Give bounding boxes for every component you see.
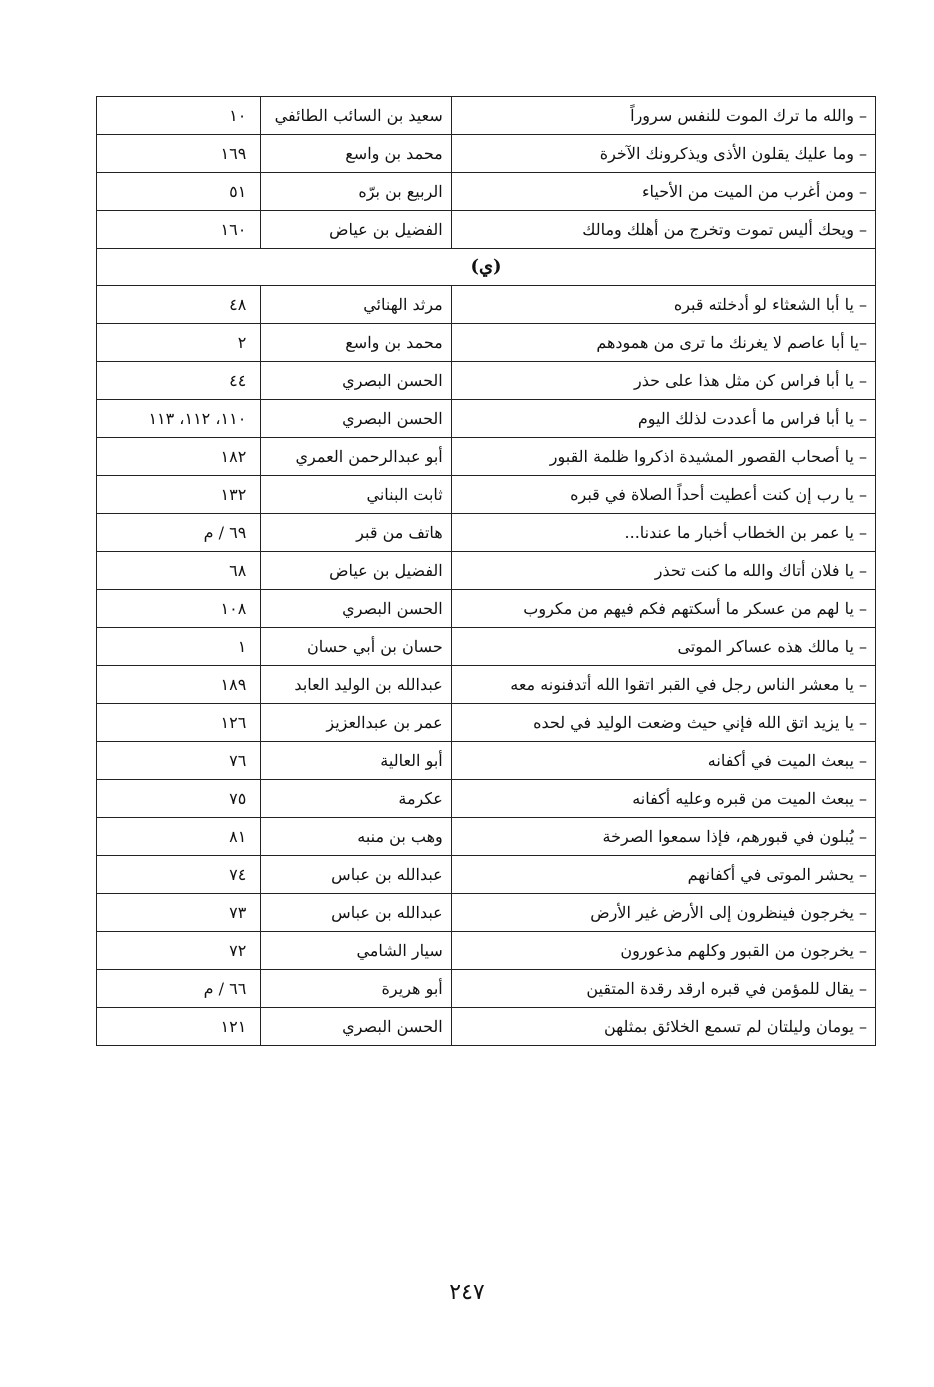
author-cell: محمد بن واسع: [261, 324, 451, 362]
table-row: [97, 286, 876, 324]
table-row: [97, 552, 876, 590]
quote-text-cell: – يا عمر بن الخطاب أخبار ما عندنا...: [451, 514, 875, 552]
table-row: [97, 438, 876, 476]
author-cell: عبدالله بن عباس: [261, 894, 451, 932]
author-cell: الحسن البصري: [261, 1008, 451, 1046]
table-row: [97, 628, 876, 666]
quote-text-cell: – وما عليك يقلون الأذى ويذكرونك الآخرة: [451, 135, 875, 173]
page-number: ٢٤٧: [449, 1280, 485, 1305]
quote-text-cell: – يومان وليلتان لم تسمع الخلائق بمثلهن: [451, 1008, 875, 1046]
reference-cell: ٤٨: [97, 286, 261, 324]
reference-cell: ١: [97, 628, 261, 666]
reference-cell: ١١٠، ١١٢، ١١٣: [97, 400, 261, 438]
quote-text-cell: – والله ما ترك الموت للنفس سروراً: [451, 97, 875, 135]
author-cell: الربيع بن برّه: [261, 173, 451, 211]
reference-cell: ٦٨: [97, 552, 261, 590]
author-cell: أبو عبدالرحمن العمري: [261, 438, 451, 476]
quote-text-cell: – يا أبا فراس ما أعددت لذلك اليوم: [451, 400, 875, 438]
reference-cell: ١٢٦: [97, 704, 261, 742]
reference-cell: ٧٣: [97, 894, 261, 932]
table-row: [97, 856, 876, 894]
table-body-after-section: [97, 286, 876, 1046]
quote-text-cell: – يا يزيد اتق الله فإني حيث وضعت الوليد في لحده: [451, 704, 875, 742]
table-row: [97, 173, 876, 211]
table-row: [97, 780, 876, 818]
author-cell: الفضيل بن عياض: [261, 552, 451, 590]
quote-text-cell: – يا مالك هذه عساكر الموتى: [451, 628, 875, 666]
author-cell: الحسن البصري: [261, 400, 451, 438]
table-row: [97, 514, 876, 552]
table-row: [97, 476, 876, 514]
table-row: [97, 362, 876, 400]
author-cell: أبو العالية: [261, 742, 451, 780]
author-cell: وهب بن منبه: [261, 818, 451, 856]
author-cell: ثابت البناني: [261, 476, 451, 514]
table-row: [97, 324, 876, 362]
reference-cell: ١٨٩: [97, 666, 261, 704]
author-cell: هاتف من قبر: [261, 514, 451, 552]
author-cell: عمر بن عبدالعزيز: [261, 704, 451, 742]
table-row: [97, 818, 876, 856]
reference-cell: ١٠٨: [97, 590, 261, 628]
quote-text-cell: – يا رب إن كنت أعطيت أحداً الصلاة في قبره: [451, 476, 875, 514]
table-body-before-section: [97, 97, 876, 249]
quote-text-cell: – يحشر الموتى في أكفانهم: [451, 856, 875, 894]
quote-text-cell: – يا فلان أتاك والله ما كنت تحذر: [451, 552, 875, 590]
author-cell: عبدالله بن الوليد العابد: [261, 666, 451, 704]
table-row: [97, 400, 876, 438]
reference-cell: ٦٦ / م: [97, 970, 261, 1008]
table-row: [97, 97, 876, 135]
table-row: [97, 970, 876, 1008]
section-heading-row: [97, 249, 876, 286]
section-heading-body: [97, 249, 876, 286]
quote-text-cell: – يا أبا فراس كن مثل هذا على حذر: [451, 362, 875, 400]
quote-text-cell: – يُبلون في قبورهم، فإذا سمعوا الصرخة: [451, 818, 875, 856]
author-cell: حسان بن أبي حسان: [261, 628, 451, 666]
quote-text-cell: – يخرجون فينظرون إلى الأرض غير الأرض: [451, 894, 875, 932]
author-cell: سيار الشامي: [261, 932, 451, 970]
reference-cell: ٧٢: [97, 932, 261, 970]
reference-cell: ٥١: [97, 173, 261, 211]
reference-cell: ٢: [97, 324, 261, 362]
reference-cell: ١٣٢: [97, 476, 261, 514]
quote-text-cell: – يبعث الميت في أكفانه: [451, 742, 875, 780]
author-cell: الحسن البصري: [261, 362, 451, 400]
author-cell: أبو هريرة: [261, 970, 451, 1008]
quote-text-cell: – يقال للمؤمن في قبره ارقد رقدة المتقين: [451, 970, 875, 1008]
section-heading: (ي): [97, 249, 876, 286]
author-cell: الفضيل بن عياض: [261, 211, 451, 249]
author-cell: الحسن البصري: [261, 590, 451, 628]
reference-cell: ٤٤: [97, 362, 261, 400]
table-row: [97, 590, 876, 628]
author-cell: محمد بن واسع: [261, 135, 451, 173]
quote-text-cell: –يا أبا عاصم لا يغرنك ما ترى من همودهم: [451, 324, 875, 362]
quote-text-cell: – يا معشر الناس رجل في القبر اتقوا الله أتدفنونه معه: [451, 666, 875, 704]
reference-cell: ١٨٢: [97, 438, 261, 476]
reference-cell: ١٦٩: [97, 135, 261, 173]
reference-cell: ١٢١: [97, 1008, 261, 1046]
quote-text-cell: – ويحك أليس تموت وتخرج من أهلك ومالك: [451, 211, 875, 249]
quote-text-cell: – ومن أغرب من الميت من الأحياء: [451, 173, 875, 211]
table-row: [97, 666, 876, 704]
reference-cell: ٦٩ / م: [97, 514, 261, 552]
table-row: [97, 1008, 876, 1046]
quote-text-cell: – يبعث الميت من قبره وعليه أكفانه: [451, 780, 875, 818]
author-cell: سعيد بن السائب الطائفي: [261, 97, 451, 135]
author-cell: عبدالله بن عباس: [261, 856, 451, 894]
table-row: [97, 211, 876, 249]
reference-cell: ١٠: [97, 97, 261, 135]
table-row: [97, 742, 876, 780]
reference-cell: ٧٥: [97, 780, 261, 818]
quote-text-cell: – يا لهم من عسكر ما أسكتهم فكم فيهم من مكروب: [451, 590, 875, 628]
author-cell: عكرمة: [261, 780, 451, 818]
table-row: [97, 894, 876, 932]
quote-text-cell: – يخرجون من القبور وكلهم مذعورون: [451, 932, 875, 970]
table-row: [97, 704, 876, 742]
table-row: [97, 135, 876, 173]
reference-cell: ١٦٠: [97, 211, 261, 249]
quote-text-cell: – يا أصحاب القصور المشيدة اذكروا ظلمة القبور: [451, 438, 875, 476]
reference-cell: ٨١: [97, 818, 261, 856]
table-row: [97, 932, 876, 970]
quote-text-cell: – يا أبا الشعثاء لو أدخلته قبره: [451, 286, 875, 324]
reference-cell: ٧٦: [97, 742, 261, 780]
reference-cell: ٧٤: [97, 856, 261, 894]
quotes-index-table: [96, 96, 876, 1046]
author-cell: مرثد الهنائي: [261, 286, 451, 324]
